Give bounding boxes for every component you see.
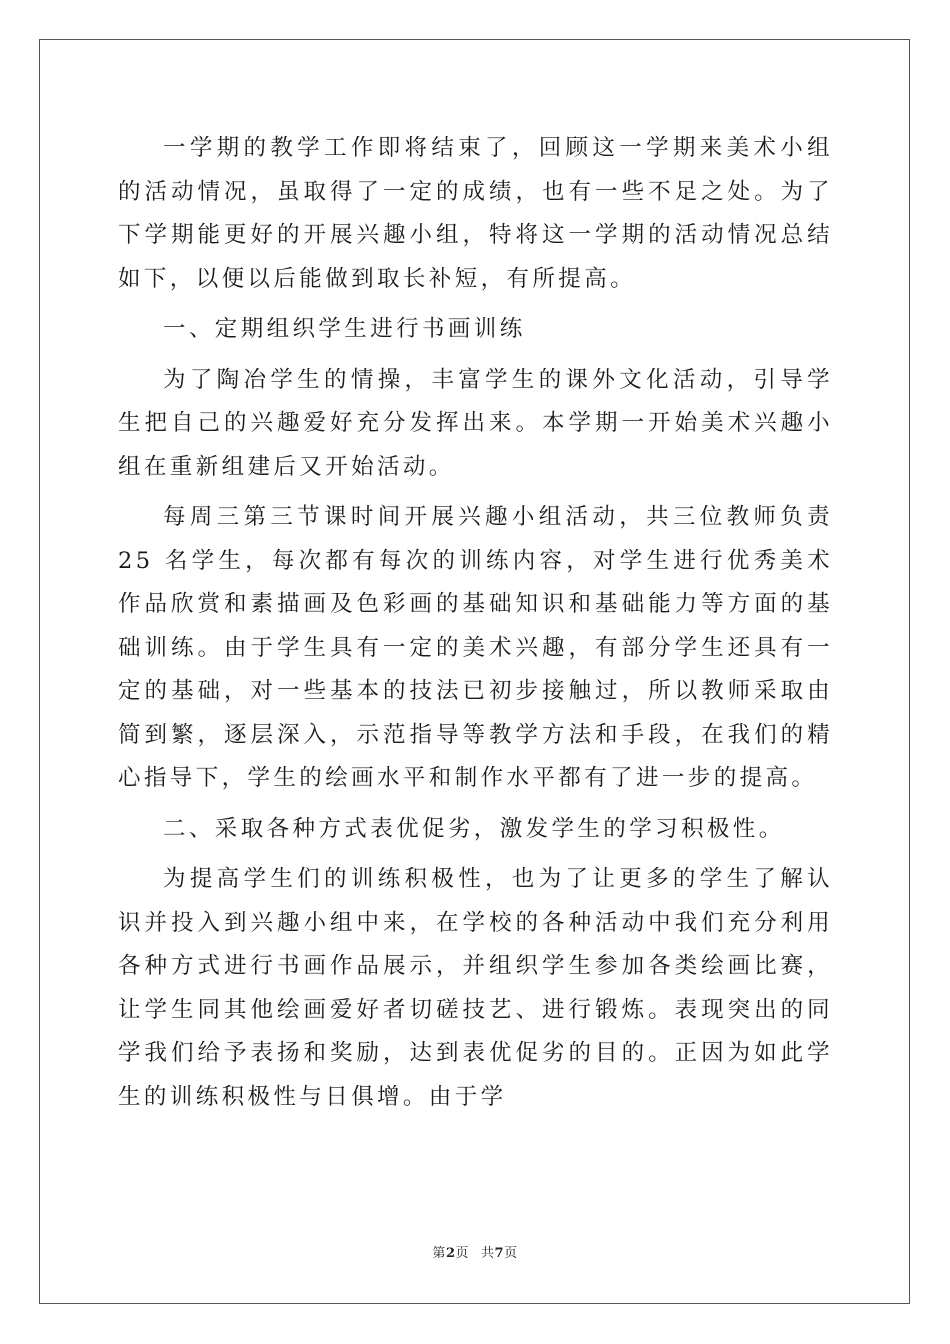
footer-total-pages: 7 xyxy=(494,1246,505,1261)
paragraph-section2-body: 为提高学生们的训练积极性，也为了让更多的学生了解认识并投入到兴趣小组中来，在学校的各种活动中我们充分利用各种方式进行书画作品展示，并组织学生参加各类绘画比赛，让学生同其他绘画爱好者切磋技艺、进行锻炼。表现突出的同学我们给予表扬和奖励，达到表优促劣的目的。正因为如此学生的训练积极性与日俱增。由于学 xyxy=(118,866,833,1110)
paragraph-gap xyxy=(118,301,833,308)
document-body xyxy=(118,127,833,1119)
paragraph-intro: 一学期的教学工作即将结束了，回顾这一学期来美术小组的活动情况，虽取得了一定的成绩，也有一些不足之处。为了下学期能更好的开展兴趣小组，特将这一学期的活动情况总结如下，以便以后能做到取长补短，有所提高。 xyxy=(118,135,833,292)
section-heading-2: 二、采取各种方式表优促劣，激发学生的学习积极性。 xyxy=(163,815,785,842)
paragraph-section1-schedule: 每周三第三节课时间开展兴趣小组活动，共三位教师负责 25 名学生，每次都有每次的训练内容，对学生进行优秀美术作品欣赏和素描画及色彩画的基础知识和基础能力等方面的基础训练。由于学生具有一定的美术兴趣，有部分学生还具有一定的基础，对一些基本的技法已初步接触过，所以教师采取由简到繁，逐层深入，示范指导等教学方法和手段，在我们的精心指导下，学生的绘画水平和制作水平都有了进一步的提高。 xyxy=(118,504,833,791)
footer-page-suffix: 页 xyxy=(455,1246,469,1261)
paragraph-gap xyxy=(118,352,833,359)
section-heading-1: 一、定期组织学生进行书画训练 xyxy=(163,316,526,342)
footer-page-number: 2 xyxy=(445,1246,456,1261)
paragraph-gap xyxy=(118,489,833,496)
paragraph-section1-purpose: 为了陶冶学生的情操，丰富学生的课外文化活动，引导学生把自己的兴趣爱好充分发挥出来。本学期一开始美术兴趣小组在重新组建后又开始活动。 xyxy=(118,366,833,480)
footer-total-prefix: 共 xyxy=(481,1246,495,1261)
footer-page-prefix: 第 xyxy=(432,1246,446,1261)
footer-total-suffix: 页 xyxy=(504,1246,518,1261)
paragraph-gap xyxy=(118,801,833,808)
page-footer xyxy=(0,1242,950,1261)
paragraph-gap xyxy=(118,851,833,858)
